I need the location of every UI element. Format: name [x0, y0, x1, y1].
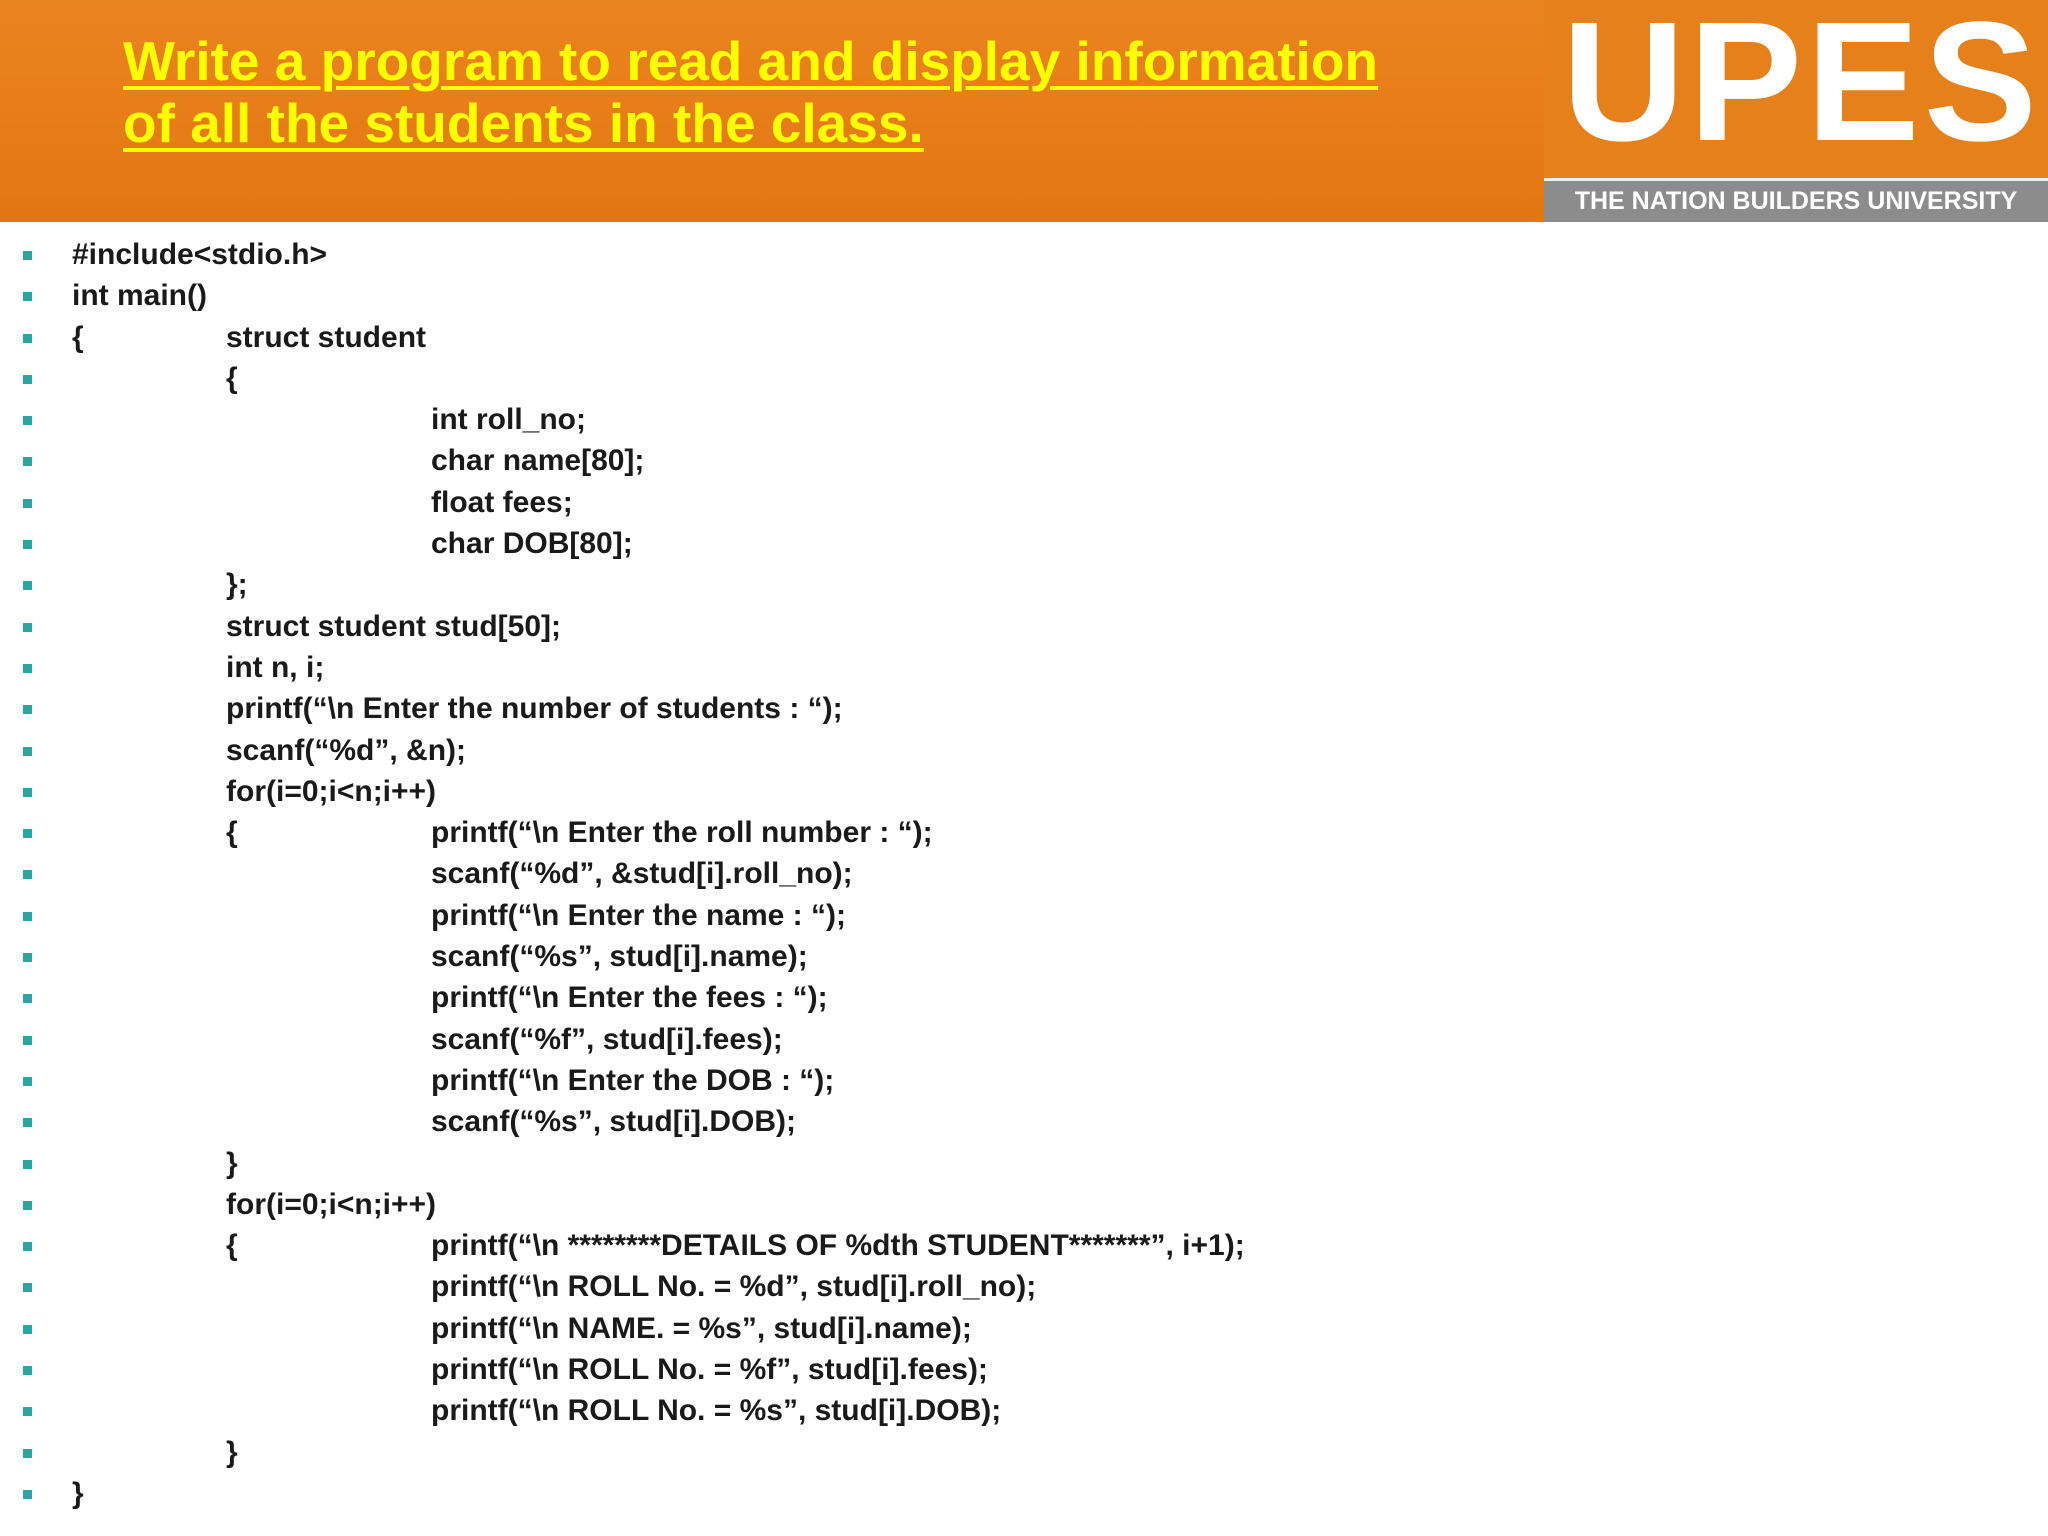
code-text: scanf(“%s”, stud[i].DOB); [431, 1105, 797, 1139]
code-line [0, 771, 2048, 812]
code-line [0, 275, 2048, 316]
code-text: printf(“\n ROLL No. = %d”, stud[i].roll_no); [431, 1270, 1037, 1304]
square-bullet-icon [23, 705, 32, 714]
slide-title [123, 30, 1523, 154]
code-line [0, 977, 2048, 1018]
code-text: printf(“\n Enter the fees : “); [431, 981, 828, 1015]
code-line [0, 234, 2048, 275]
square-bullet-icon [23, 416, 32, 425]
square-bullet-icon [23, 251, 32, 260]
code-text: printf(“\n ********DETAILS OF %dth STUDENT*******”, i+1); [431, 1229, 1245, 1263]
square-bullet-icon [23, 1160, 32, 1169]
code-brace: { [72, 320, 84, 354]
code-text: printf(“\n Enter the DOB : “); [431, 1063, 835, 1097]
code-text: printf(“\n Enter the roll number : “); [431, 816, 933, 850]
square-bullet-icon [23, 581, 32, 590]
code-line [0, 1184, 2048, 1225]
code-line [0, 688, 2048, 729]
code-line [0, 1060, 2048, 1101]
code-text: int n, i; [226, 650, 325, 684]
code-text: scanf(“%s”, stud[i].name); [431, 940, 808, 974]
code-text: scanf(“%f”, stud[i].fees); [431, 1022, 783, 1056]
square-bullet-icon [23, 1325, 32, 1334]
square-bullet-icon [23, 1490, 32, 1499]
code-line [0, 1143, 2048, 1184]
code-text: scanf(“%d”, &stud[i].roll_no); [431, 857, 853, 891]
code-line [0, 317, 2048, 358]
code-line [0, 1225, 2048, 1266]
code-text: #include<stdio.h> [72, 238, 328, 271]
code-line [0, 1473, 2048, 1514]
code-text: printf(“\n ROLL No. = %s”, stud[i].DOB); [431, 1394, 1002, 1428]
square-bullet-icon [23, 457, 32, 466]
code-text: for(i=0;i<n;i++) [226, 1187, 437, 1221]
code-line [0, 853, 2048, 894]
logo-wordmark: UPES [1562, 0, 2041, 177]
code-text: }; [226, 568, 248, 602]
code-text: float fees; [431, 485, 573, 519]
code-text: } [72, 1476, 84, 1510]
code-text: printf(“\n Enter the name : “); [431, 898, 846, 932]
square-bullet-icon [23, 499, 32, 508]
code-text: int main() [72, 279, 207, 313]
square-bullet-icon [23, 994, 32, 1003]
code-line [0, 523, 2048, 564]
code-line [0, 936, 2048, 977]
slide-header [0, 0, 2048, 222]
code-line [0, 358, 2048, 399]
square-bullet-icon [23, 912, 32, 921]
square-bullet-icon [23, 1201, 32, 1210]
code-line [0, 564, 2048, 605]
code-brace: { [226, 816, 238, 850]
code-line [0, 1266, 2048, 1307]
code-text: } [226, 1435, 238, 1469]
code-line [0, 399, 2048, 440]
square-bullet-icon [23, 664, 32, 673]
code-brace: { [226, 1229, 238, 1263]
square-bullet-icon [23, 1036, 32, 1045]
square-bullet-icon [23, 1283, 32, 1292]
code-text: int roll_no; [431, 403, 586, 437]
code-text: for(i=0;i<n;i++) [226, 774, 437, 808]
square-bullet-icon [23, 829, 32, 838]
code-text: scanf(“%d”, &n); [226, 733, 466, 767]
code-line [0, 482, 2048, 523]
code-line [0, 1349, 2048, 1390]
code-text: { [226, 361, 238, 395]
square-bullet-icon [23, 1407, 32, 1416]
logo-tagline: THE NATION BUILDERS UNIVERSITY [1544, 178, 2048, 222]
code-text: printf(“\n ROLL No. = %f”, stud[i].fees); [431, 1353, 988, 1387]
code-line [0, 812, 2048, 853]
code-line [0, 606, 2048, 647]
square-bullet-icon [23, 623, 32, 632]
code-line [0, 647, 2048, 688]
code-line [0, 440, 2048, 481]
square-bullet-icon [23, 375, 32, 384]
code-text: struct student stud[50]; [226, 609, 562, 643]
code-text: char DOB[80]; [431, 527, 633, 561]
square-bullet-icon [23, 334, 32, 343]
square-bullet-icon [23, 1118, 32, 1127]
code-text: printf(“\n NAME. = %s”, stud[i].name); [431, 1311, 972, 1345]
code-listing [0, 234, 2048, 1514]
code-line [0, 730, 2048, 771]
code-line [0, 1432, 2048, 1473]
square-bullet-icon [23, 1077, 32, 1086]
square-bullet-icon [23, 1366, 32, 1375]
code-text: printf(“\n Enter the number of students : “); [226, 692, 843, 726]
code-text: struct student [226, 320, 427, 354]
square-bullet-icon [23, 747, 32, 756]
code-text: char name[80]; [431, 444, 645, 478]
slide-title-line-2: of all the students in the class. [123, 92, 924, 154]
square-bullet-icon [23, 1242, 32, 1251]
square-bullet-icon [23, 953, 32, 962]
square-bullet-icon [23, 870, 32, 879]
code-line [0, 1019, 2048, 1060]
square-bullet-icon [23, 1449, 32, 1458]
upes-logo [1544, 0, 2048, 222]
code-line [0, 1101, 2048, 1142]
slide-title-line-1: Write a program to read and display information [123, 30, 1379, 92]
code-line [0, 1390, 2048, 1431]
code-text: } [226, 1146, 238, 1180]
square-bullet-icon [23, 292, 32, 301]
square-bullet-icon [23, 540, 32, 549]
code-line [0, 895, 2048, 936]
code-line [0, 1308, 2048, 1349]
square-bullet-icon [23, 788, 32, 797]
